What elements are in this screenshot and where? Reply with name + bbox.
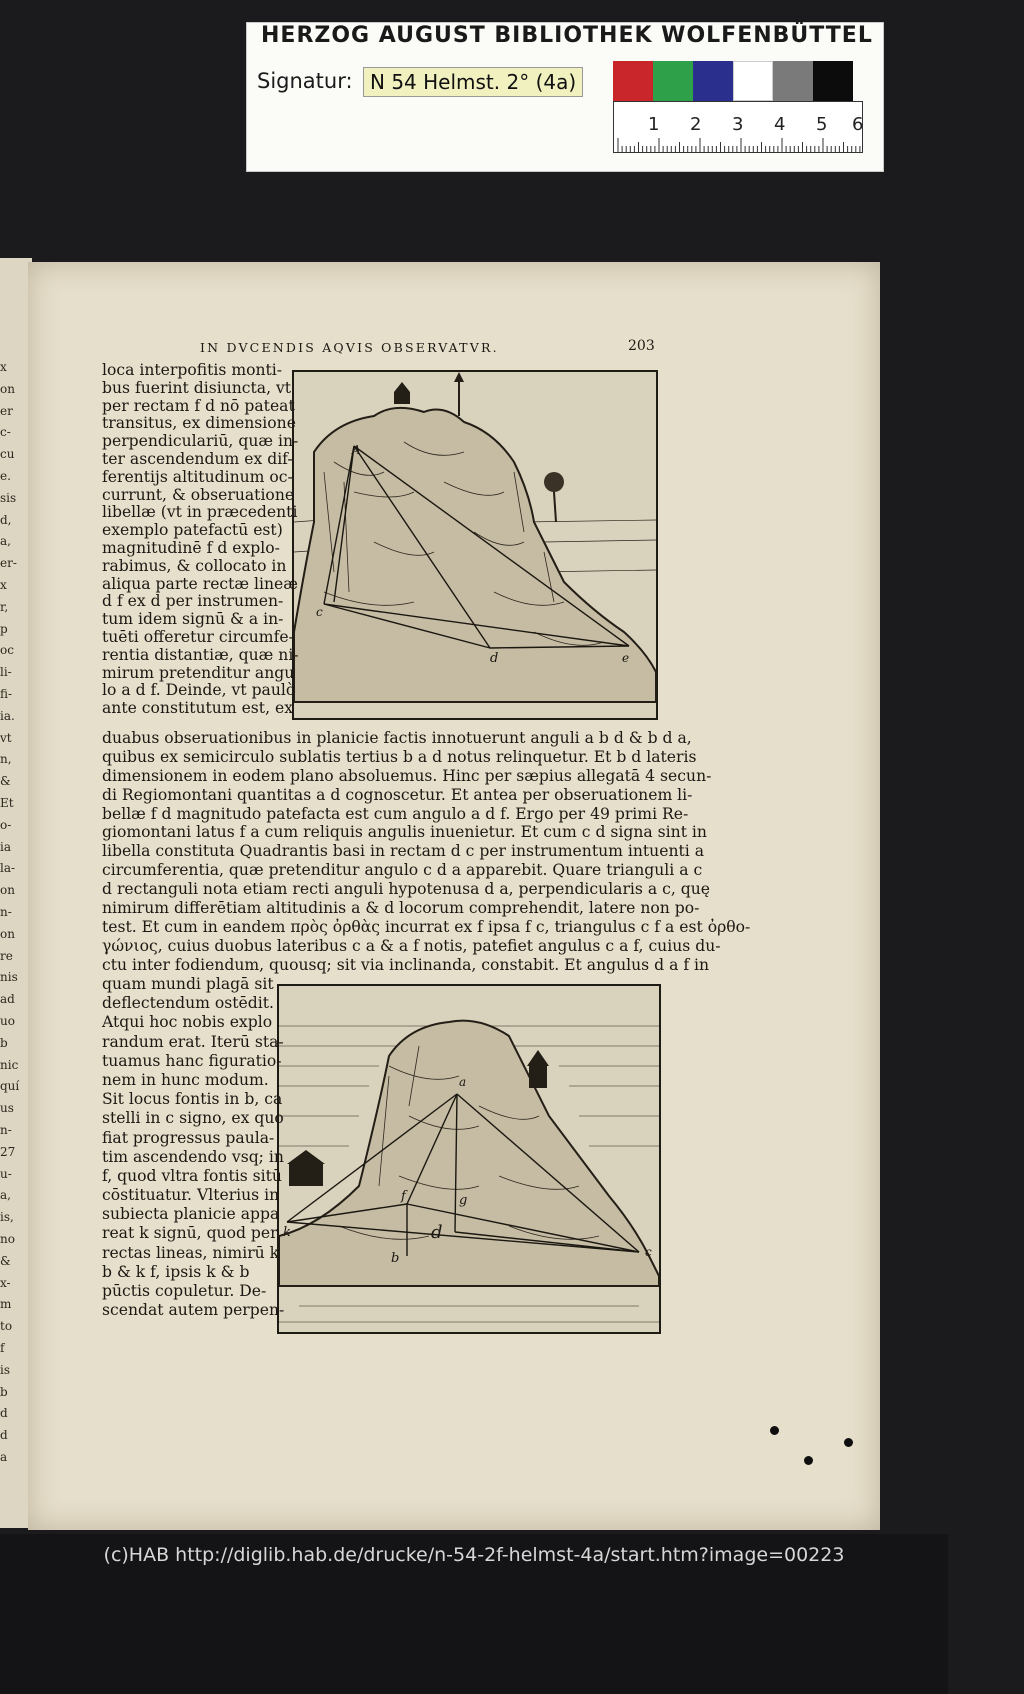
facing-page-fragment: oc <box>0 643 14 658</box>
facing-page-fragment: x <box>0 578 7 592</box>
text-line: f, quod vltra fontis sitū <box>102 1166 282 1185</box>
facing-page-fragment: m <box>0 1297 12 1312</box>
figure-letter: c <box>316 605 323 619</box>
text-line: duabus obseruationibus in planicie factis innotuerunt anguli a b d & b d a, <box>102 729 692 747</box>
facing-page-fragment: f <box>0 1341 5 1355</box>
text-line: bellæ f d magnitudo patefacta est cum angulo a d f. Ergo per 49 primi Re- <box>102 804 689 823</box>
facing-page-fragment: us <box>0 1101 14 1116</box>
facing-page-fragment: x- <box>0 1275 11 1290</box>
text-line: b & k f, ipsis k & b <box>102 1262 250 1281</box>
facing-page-fragment: o- <box>0 817 12 832</box>
facing-page-fragment: re <box>0 948 13 963</box>
text-line: ante constitutum est, ex <box>102 699 294 718</box>
text-line: exemplo patefactū est) <box>102 521 283 540</box>
color-swatch-black <box>813 61 853 101</box>
text-line: fiat progressus paula- <box>102 1128 275 1147</box>
text-line: transitus, ex dimensione <box>102 414 296 433</box>
text-line: bus fuerint disiuncta, vt <box>102 378 292 397</box>
text-line: rectas lineas, nimirū k <box>102 1243 280 1262</box>
facing-page-fragment: to <box>0 1319 13 1334</box>
facing-page-fragment: b <box>0 1384 8 1399</box>
text-line: d rectanguli nota etiam recti anguli hypotenusa d a, perpendicularis a c, quę <box>102 880 711 899</box>
text-line: quam mundi plagā sit <box>102 975 274 993</box>
text-line: scendat autem perpen- <box>102 1301 285 1320</box>
text-line: Atqui hoc nobis explo <box>102 1013 273 1032</box>
facing-page-fragment: d, <box>0 512 12 527</box>
ruler-number: 3 <box>732 114 744 135</box>
image-credit-url: (c)HAB http://diglib.hab.de/drucke/n-54-2f-helmst-4a/start.htm?image=00223 <box>103 1544 845 1566</box>
text-line: di Regiomontani quantitas a d cognoscetur. Et antea per obseruationem li- <box>102 785 693 804</box>
color-target-card <box>246 22 884 172</box>
facing-page-fragment: on <box>0 381 15 396</box>
figure-letter: e <box>622 651 630 665</box>
ruler-number: 4 <box>774 114 786 135</box>
text-line: magnitudinē f d explo- <box>102 538 280 557</box>
facing-page-fragment: la- <box>0 861 16 876</box>
text-line: test. Et cum in eandem πρὸς ὀρθὰς incurrat ex f ipsa f c, triangulus c f a est ὀρθο- <box>102 917 751 936</box>
facing-page-fragment: n- <box>0 1123 12 1137</box>
figure-letter: d <box>431 1222 443 1243</box>
ink-dot <box>844 1438 853 1447</box>
facing-page-fragment: is, <box>0 1210 14 1225</box>
facing-page-fragment: sis <box>0 490 17 505</box>
facing-page-fragment: u- <box>0 1166 12 1181</box>
text-line: randum erat. Iterū sta- <box>102 1032 284 1051</box>
facing-page-fragment: a, <box>0 1188 11 1203</box>
text-line: tim ascendendo vsq; in <box>102 1147 284 1166</box>
text-line: per rectam f d nō pateat <box>102 396 295 415</box>
measurement-ruler <box>613 101 863 153</box>
facing-page-fragment: cu <box>0 447 15 462</box>
facing-page-fragment: 27 <box>0 1144 16 1159</box>
facing-page-fragment: b <box>0 1035 8 1050</box>
facing-page-fragment: fi- <box>0 687 13 701</box>
facing-page-fragment: c- <box>0 425 11 440</box>
figure-letter: k <box>283 1225 291 1240</box>
text-line: pūctis copuletur. De- <box>102 1282 267 1300</box>
text-line: rabimus, & collocato in <box>102 556 287 575</box>
book-page <box>28 262 880 1530</box>
facing-page-fragment: on <box>0 926 15 941</box>
figure-letter: b <box>391 1251 400 1266</box>
color-swatch-white <box>733 61 773 101</box>
text-line: giomontani latus f a cum reliquis angulis inuenietur. Et cum c d signa sint in <box>102 823 707 842</box>
text-line: nem in hunc modum. <box>102 1070 269 1089</box>
facing-page-fragment: no <box>0 1232 15 1246</box>
facing-page-fragment: a, <box>0 534 11 549</box>
facing-page-fragment: on <box>0 883 15 898</box>
facing-page-fragment: vt <box>0 730 12 745</box>
ruler-number: 2 <box>690 114 702 135</box>
woodcut-illustration-2 <box>277 984 661 1334</box>
text-line: tum idem signū & a in- <box>102 610 284 629</box>
text-line: tuamus hanc figuratio- <box>102 1051 282 1070</box>
text-line: libellæ (vt in præcedenti <box>102 503 298 522</box>
ruler-number: 5 <box>816 114 828 135</box>
text-line: reat k signū, quod per <box>102 1224 278 1243</box>
text-line: nimirum differētiam altitudinis a & d locorum comprehendit, latere non po- <box>102 899 700 918</box>
woodcut-illustration-1 <box>292 370 658 720</box>
text-line: ferentijs altitudinum oc- <box>102 467 293 486</box>
facing-page-fragment: er <box>0 403 13 418</box>
page-number: 203 <box>628 338 655 354</box>
text-line: cōstituatur. Vlterius in <box>102 1186 280 1205</box>
text-line: libella constituta Quadrantis basi in rectam d c per instrumentum intuenti a <box>102 842 704 861</box>
text-line: γώνιος, cuius duobus lateribus c a & a f notis, patefiet angulus c a f, cuius du- <box>102 936 721 955</box>
text-line: Sit locus fontis in b, ca <box>102 1090 283 1109</box>
castle-fountain-survey-illustration <box>279 986 659 1332</box>
facing-page-fragment: & <box>0 774 11 789</box>
text-line: lo a d f. Deinde, vt paulò <box>102 681 296 700</box>
facing-page-fragment: ia. <box>0 708 15 723</box>
library-name: HERZOG AUGUST BIBLIOTHEK WOLFENBÜTTEL <box>261 23 873 48</box>
facing-page-fragment: ia <box>0 839 11 854</box>
facing-page-fragment: nic <box>0 1057 19 1072</box>
ruler-number: 1 <box>648 114 660 135</box>
text-line: ter ascendendum ex dif- <box>102 449 293 468</box>
text-line: deflectendum ostēdit. <box>102 994 274 1013</box>
ink-dot <box>770 1426 779 1435</box>
text-line: perpendiculariū, quæ in- <box>102 432 299 451</box>
facing-page-fragment: a <box>0 1450 8 1464</box>
facing-page-fragment: p <box>0 621 8 636</box>
facing-page-fragment: ad <box>0 992 15 1007</box>
running-header: IN DVCENDIS AQVIS OBSERVATVR. <box>200 340 499 355</box>
figure-letter: g <box>459 1193 468 1208</box>
facing-page-fragment: er- <box>0 556 17 571</box>
facing-page-fragment: n, <box>0 752 12 767</box>
ink-dot <box>804 1456 813 1465</box>
facing-page-fragment: e. <box>0 469 11 483</box>
facing-page-fragment: n- <box>0 905 12 919</box>
facing-page-fragment: x <box>0 360 7 374</box>
figure-letter: d <box>490 651 499 666</box>
color-swatch-red <box>613 61 653 101</box>
text-line: stelli in c signo, ex quo <box>102 1109 284 1128</box>
facing-page-fragment: d <box>0 1428 8 1443</box>
text-line: tuēti offeretur circumfe- <box>102 627 294 646</box>
ruler-number: 6 <box>852 114 864 135</box>
text-line: currunt, & obseruatione <box>102 485 295 504</box>
figure-letter: A <box>352 443 361 457</box>
text-line: mirum pretenditur angu <box>102 663 295 682</box>
facing-page-fragment: uo <box>0 1014 15 1028</box>
mountain-survey-illustration <box>294 372 656 718</box>
facing-page-fragment: r, <box>0 599 9 614</box>
figure-letter: c <box>645 1245 652 1259</box>
text-column-lower <box>102 974 284 1319</box>
facing-page-fragment: nis <box>0 970 18 985</box>
color-swatch-blue <box>693 61 733 101</box>
text-line: rentia distantiæ, quæ ni- <box>102 645 299 664</box>
text-line: circumferentia, quæ pretenditur angulo c d a apparebit. Quare trianguli a c <box>102 861 703 880</box>
facing-page-fragment: quí <box>0 1079 20 1094</box>
text-line: loca interpofitis monti- <box>102 361 283 379</box>
text-line: subiecta planicie appa <box>102 1205 280 1224</box>
text-line: ctu inter fodiendum, quousq; sit via inclinanda, constabit. Et angulus d a f in <box>102 955 710 974</box>
signature-label: Signatur: <box>257 69 353 93</box>
signature-value: N 54 Helmst. 2° (4a) <box>363 67 583 97</box>
text-line: d f ex d per instrumen- <box>102 592 284 611</box>
facing-page-fragment: li- <box>0 665 12 680</box>
text-line: quibus ex semicirculo sublatis tertius b a d notus relinquetur. Et b d lateris <box>102 747 697 766</box>
figure-letter: f <box>401 1189 406 1204</box>
facing-page-fragment: Et <box>0 796 14 810</box>
text-column-upper <box>102 360 299 716</box>
color-swatch-green <box>653 61 693 101</box>
facing-page-fragment: d <box>0 1406 8 1421</box>
facing-page-fragment: & <box>0 1253 11 1268</box>
text-line: dimensionem in eodem plano absoluemus. Hinc per sæpius allegatā 4 secun- <box>102 766 712 785</box>
text-line: aliqua parte rectæ lineæ <box>102 574 298 593</box>
facing-page-fragment: is <box>0 1362 10 1377</box>
text-block-full-width <box>102 728 750 974</box>
figure-letter: a <box>459 1075 467 1089</box>
color-swatch-gray <box>773 61 813 101</box>
